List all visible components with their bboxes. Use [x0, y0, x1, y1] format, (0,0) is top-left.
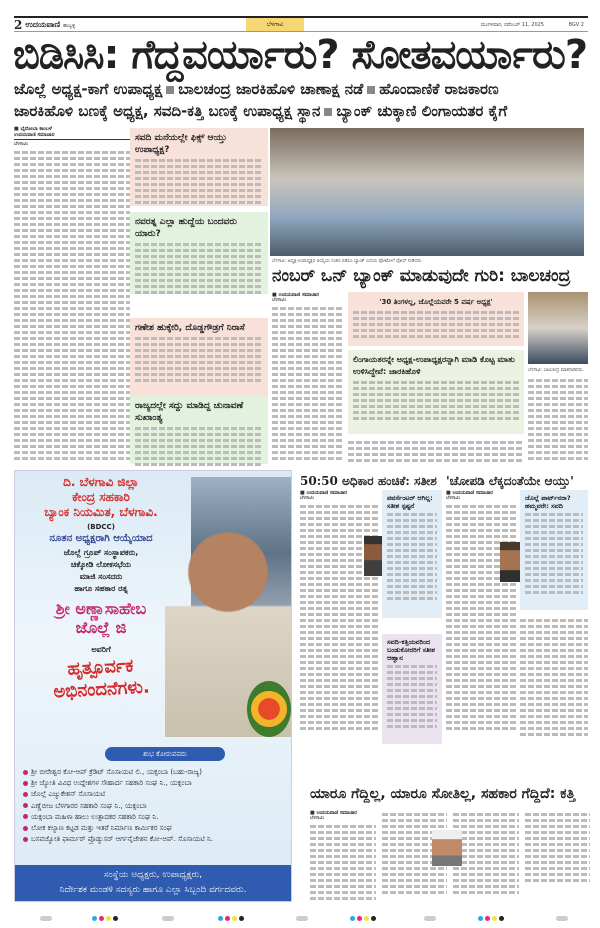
byline: ■ ಉದಯವಾಣಿ ಸಮಾಚಾರ	[310, 810, 357, 816]
bullet-icon	[23, 814, 28, 819]
wisher-name: ಎಣ್ಣೆಬೀಜ ಬೆಳಗಾರರ ಸಹಕಾರಿ ಸಂಘ ನಿ., ಯಕ್ಸಂಬಾ	[31, 801, 147, 810]
ad-footer	[15, 865, 291, 901]
registration-oval	[162, 916, 174, 921]
byline: ■ ಉದಯವಾಣಿ ಸಮಾಚಾರ	[272, 292, 319, 298]
registration-marks	[92, 916, 118, 921]
deck-item: ಹೊಂದಾಣಿಕೆ ರಾಜಕಾರಣ	[379, 80, 499, 98]
bullet-icon	[23, 792, 28, 797]
story5-headline: ಯಾರೂ ಗೆದ್ದಿಲ್ಲ, ಯಾರೂ ಸೋತಿಲ್ಲ, ಸಹಕಾರ ಗೆದ್ದಿದೆ: ಕತ್ತಿ	[310, 786, 576, 802]
ad-footer-line: ಸಂಸ್ಥೆಯ ಅಧ್ಯಕ್ಷರು, ಉಪಾಧ್ಯಕ್ಷರು,	[103, 870, 203, 880]
sidebar-title: ಸವದಿ ಮನೆಯಲ್ಲೇ ಫಿಕ್ಸ್ ಆಯ್ತು ಉಪಾಧ್ಯಕ್ಷ?	[135, 133, 227, 155]
story-body	[14, 142, 130, 460]
wisher-name: ಶ್ರೀ ಬೀರೇಶ್ವರ ಕೋ-ಆಪ್ ಕ್ರೆಡಿಟ್ ಸೊಸಾಯಟಿ ಲಿ., ಯಕ್ಸಂಬಾ (ಬಹು-ರಾಜ್ಯ)	[31, 768, 202, 776]
byline-text: ಉದಯವಾಣಿ ಸಮಾಚಾರ	[278, 292, 319, 298]
ad-avarige: ಅವರಿಗೆ	[91, 645, 111, 654]
registration-oval	[40, 916, 52, 921]
balachandra-photo	[528, 292, 588, 364]
story4-body	[446, 490, 516, 752]
registration-oval	[424, 916, 436, 921]
honoree-name: ಶ್ರೀ ಅಣ್ಣಾಸಾಹೇಬ	[55, 599, 147, 618]
ad-org-line: ಕೇಂದ್ರ ಸಹಕಾರಿ	[72, 490, 130, 504]
left-story	[14, 126, 130, 466]
wisher-item	[23, 834, 289, 845]
right-column-text	[528, 376, 588, 466]
wisher-name: ಶ್ರೀ ಜ್ಯೋತಿ ವಿವಿಧ ಉದ್ದೇಶಗಳ ಸೌಹಾರ್ದ ಸಹಕಾರಿ ಸಂಘ ನಿ., ಯಕ್ಸಂಬಾ	[31, 779, 192, 788]
sidebar-box-1	[130, 128, 268, 206]
katti-photo	[432, 830, 462, 866]
story-kicker: ■ ಭೈರೋಬಾ ಕಾಂಬಳೆ	[14, 126, 52, 132]
honoree-name: ಜೊಲ್ಲೆ ಜಿ	[75, 618, 127, 637]
masthead	[14, 16, 588, 32]
dateline: ಬೆಳಗಾವಿ:	[300, 496, 315, 501]
dateline: ಬೆಳಗಾವಿ:	[272, 298, 287, 303]
quote-title: '30 ತಿಂಗಳಲ್ಲ, ಜೊಲ್ಲೆಯವರೇ 5 ವರ್ಷ ಅಧ್ಯಕ್ಷ'	[379, 298, 493, 306]
bullet-icon	[23, 826, 28, 831]
wisher-item	[23, 767, 289, 778]
bullet-icon	[23, 770, 28, 775]
story2-body	[272, 292, 344, 472]
ad-footer-line: ನಿರ್ದೇಶಕ ಮಂಡಳಿ ಸದಸ್ಯರು ಹಾಗೂ ಎಲ್ಲಾ ಸಿಬ್ಬಂದಿ ವರ್ಗದವರು.	[59, 885, 247, 895]
ad-greeting: ಹೃತ್ಪೂರ್ವಕ	[66, 655, 134, 680]
ad-desc: ಚಿಕ್ಕೋಡಿ ಲೋಕಸಭೆಯ	[70, 560, 132, 569]
page-number: 2	[14, 17, 23, 32]
ad-desc: ಮಾಜಿ ಸಂಸದರು	[79, 572, 123, 581]
deck-item: ಬ್ಯಾಂಕ್ ಚುಕ್ಕಾಣಿ ಲಿಂಗಾಯತರ ಕೈಗೆ	[336, 102, 508, 120]
registration-marks	[478, 916, 504, 921]
ad-greeting: ಅಭಿನಂದನೆಗಳು.	[52, 676, 151, 703]
byline-text: ಉದಯವಾಣಿ ಸಮಾಚಾರ	[452, 490, 493, 496]
photo-caption: ಬೆಳಗಾವಿ: ಅಧ್ಯಕ್ಷ-ಉಪಾಧ್ಯಕ್ಷರ ಆಯ್ಕೆಯ ನಂತರ ಬಿಡಿಸಿಸಿ ಬ್ಯಾಂಕ್ ಎದುರು ಫೋಟೋಗೆ ಪೋಸ್ ನೀಡಿದರು.	[272, 259, 423, 264]
byline: ■ ಉದಯವಾಣಿ ಸಮಾಚಾರ	[446, 490, 493, 496]
bullet-icon	[23, 803, 28, 808]
sidebar-title: ನವರತ್ನ ಎಲ್ಲಾ ಹುದ್ದೆಯ ಬಂದವರು ಯಾರು?	[135, 217, 237, 239]
side-caption: ಬೆಳಗಾವಿ: ಬಾಲಚಂದ್ರ ಮಾತನಾಡಿದರು.	[528, 368, 585, 373]
story3-headline: 50:50 ಅಧಿಕಾರ ಹಂಚಿಕೆ: ಸತೀಶ	[300, 474, 437, 488]
brand-sub: ಹುಬ್ಬಳ್ಳಿ	[63, 22, 76, 29]
wisher-name: ಜೊಲ್ಲೆ ಎಜ್ಯುಕೇಶನ್ ಸೊಸಾಯಟಿ	[31, 790, 106, 799]
issue-date: ಮಂಗಳವಾರ, ನವೆಂಬರ್ 11, 2025	[480, 21, 544, 28]
quote-box	[348, 292, 524, 346]
ad-elected: ನೂತನ ಅಧ್ಯಕ್ಷರಾಗಿ ಆಯ್ಕೆಯಾದ	[49, 533, 153, 544]
sidebar-box-3	[130, 318, 268, 398]
story3-box1	[382, 490, 442, 618]
byline: ■ ಉದಯವಾಣಿ ಸಮಾಚಾರ	[300, 490, 347, 496]
main-headline: ಬಿಡಿಸಿಸಿ: ಗೆದ್ದವರ್ಯಾರು? ಸೋತವರ್ಯಾರು?	[12, 32, 588, 78]
sidebar-title: ರಾಜ್ಯದಲ್ಲೇ ಸದ್ದು ಮಾಡಿದ್ದ ಚುನಾವಣೆ ಸುಖಾಂತ್ಯ	[135, 401, 244, 423]
story4-box	[520, 490, 588, 610]
section-tab: ಬೆಳಗಾವಿ	[246, 18, 304, 31]
registration-marks	[218, 916, 244, 921]
story2-continued	[348, 438, 524, 468]
ad-desc: ಹಾಗೂ ಸಹಕಾರ ರತ್ನ	[74, 584, 128, 593]
group-photo	[270, 128, 584, 256]
registration-marks	[350, 916, 376, 921]
deck-line-1	[14, 78, 588, 100]
story4-headline: 'ಚೋಪಡಿ ಲೆಕ್ಕದಂತೆಯೇ ಆಯ್ತು'	[446, 474, 574, 488]
wisher-item	[23, 801, 289, 812]
ad-desc: ಜೊಲ್ಲೆ ಗ್ರೂಪ್ ಸಂಸ್ಥಾಪಕರು,	[63, 548, 139, 557]
square-bullet-icon	[324, 108, 332, 116]
byline-text: ಉದಯವಾಣಿ ಸಮಾಚಾರ	[306, 490, 347, 496]
ad-org-line: ಬ್ಯಾಂಕ ನಿಯಮಿತ, ಬೆಳಗಾವಿ.	[44, 505, 158, 519]
green-box-title: ಲಿಂಗಾಯತರನ್ನೇ ಅಧ್ಯಕ್ಷ-ಉಪಾಧ್ಯಕ್ಷರನ್ನಾಗಿ ಮಾಡಿ ಕೊಟ್ಟ ಮಾತು ಉಳಿಸಿದ್ದೇವೆ: ಜಾರಕಿಹೊಳಿ	[353, 355, 515, 376]
ad-org-line: ದಿ. ಬೆಳಗಾವಿ ಜಿಲ್ಲಾ	[63, 475, 139, 489]
wisher-item	[23, 823, 289, 834]
story3-body	[300, 490, 380, 752]
flower-bouquet	[247, 681, 291, 737]
story2-headline: ನಂಬರ್ ಒನ್ ಬ್ಯಾಂಕ್ ಮಾಡುವುದೇ ಗುರಿ: ಬಾಲಚಂದ್ರ	[272, 266, 571, 286]
bullet-icon	[23, 837, 28, 842]
wisher-item	[23, 812, 289, 823]
wisher-name: ಬಸವಜ್ಯೋತಿ ಫಾರ್ಮರ್ ಪ್ರೊಡ್ಯುಸರ್ ಆರ್ಗನೈಜೇಶನ ಕೋ-ಆಪ್. ಸೊಸಾಯಟಿ ನಿ.	[31, 835, 214, 844]
wisher-name: ಲೋಕ ಕಲ್ಯಾಣ ಕಟ್ಟಡ ಮತ್ತು ಇತರೆ ನಿರ್ಮಾಣ ಕಾರ್ಮಿಕರ ಸಂಘ	[31, 824, 172, 833]
square-bullet-icon	[166, 86, 174, 94]
registration-oval	[296, 916, 308, 921]
registration-oval	[556, 916, 568, 921]
dateline: ಬೆಳಗಾವಿ:	[14, 142, 29, 147]
deck-item: ಜಾರಕಿಹೊಳಿ ಬಣಕ್ಕೆ ಅಧ್ಯಕ್ಷ, ಸವದಿ-ಕತ್ತಿ ಬಣಕ್ಕೆ ಉಪಾಧ್ಯಕ್ಷ ಸ್ಥಾನ	[14, 102, 321, 120]
story4-continued	[520, 616, 588, 752]
square-bullet-icon	[367, 86, 375, 94]
edition-code: BGV 2	[568, 21, 584, 28]
brand-name: ಉದಯವಾಣಿ	[25, 19, 61, 29]
brand-logo	[25, 20, 75, 30]
green-box	[348, 350, 524, 434]
dateline: ಬೆಳಗಾವಿ:	[446, 496, 461, 501]
sidebar-box-4	[130, 396, 268, 464]
congratulations-ad	[14, 470, 292, 902]
kicker-text: ಭೈರೋಬಾ ಕಾಂಬಳೆ	[20, 126, 52, 132]
sidebar-box-2	[130, 212, 268, 294]
deck-line-2	[14, 100, 588, 122]
box-title: ಪವರ್ಸೆಂಟರ್ ಆಗಿಲ್ಲ: ಸತೀಶ ಸ್ಪಷ್ಟನೆ	[387, 494, 433, 510]
deck-item: ಜೊಲ್ಲೆ ಅಧ್ಯಕ್ಷ-ಕಾಗೆ ಉಪಾಧ್ಯಕ್ಷ	[14, 80, 163, 98]
dateline: ಬೆಳಗಾವಿ:	[310, 816, 325, 821]
wishers-list	[23, 767, 289, 845]
box-title: ಜೊಲ್ಲೆ ಪಾರ್ಟ್‌ನರಾ? ಹಮ್ಮವರೇ: ಸವದಿ	[525, 494, 571, 510]
box-title: ಸವದಿ-ಕತ್ತಿಯವರಿಂದ ಬಂಡುಕೋರರಿಗೆ ಸತೀಶ ಆಹ್ವಾನ	[387, 638, 435, 662]
ad-org-abbr: (BDCC)	[87, 523, 115, 531]
wisher-item	[23, 778, 289, 789]
sidebar-title: ಗಣೇಶ ಹುಕ್ಕೇರಿ, ದೊಡ್ಡಗೌಡ್ರಗೆ ನಿರಾಸೆ	[135, 323, 245, 333]
wisher-item	[23, 789, 289, 800]
wishers-pill: ಶುಭ ಕೋರುವವರು	[105, 747, 225, 761]
deck-item: ಬಾಲಚಂದ್ರ ಜಾರಕಿಹೊಳಿ ಚಾಣಾಕ್ಷ ನಡೆ	[178, 80, 364, 98]
bullet-icon	[23, 781, 28, 786]
story3-box2	[382, 634, 442, 744]
wisher-name: ಯಕ್ಸಂಬಾ ಮಹಿಳಾ ಹಾಲು ಉತ್ಪಾದಕರ ಸಹಕಾರಿ ಸಂಘ ನಿ.	[31, 812, 159, 821]
byline-text: ಉದಯವಾಣಿ ಸಮಾಚಾರ	[316, 810, 357, 816]
byline: ಉದಯವಾಣಿ ಸಮಾಚಾರ	[14, 132, 130, 140]
